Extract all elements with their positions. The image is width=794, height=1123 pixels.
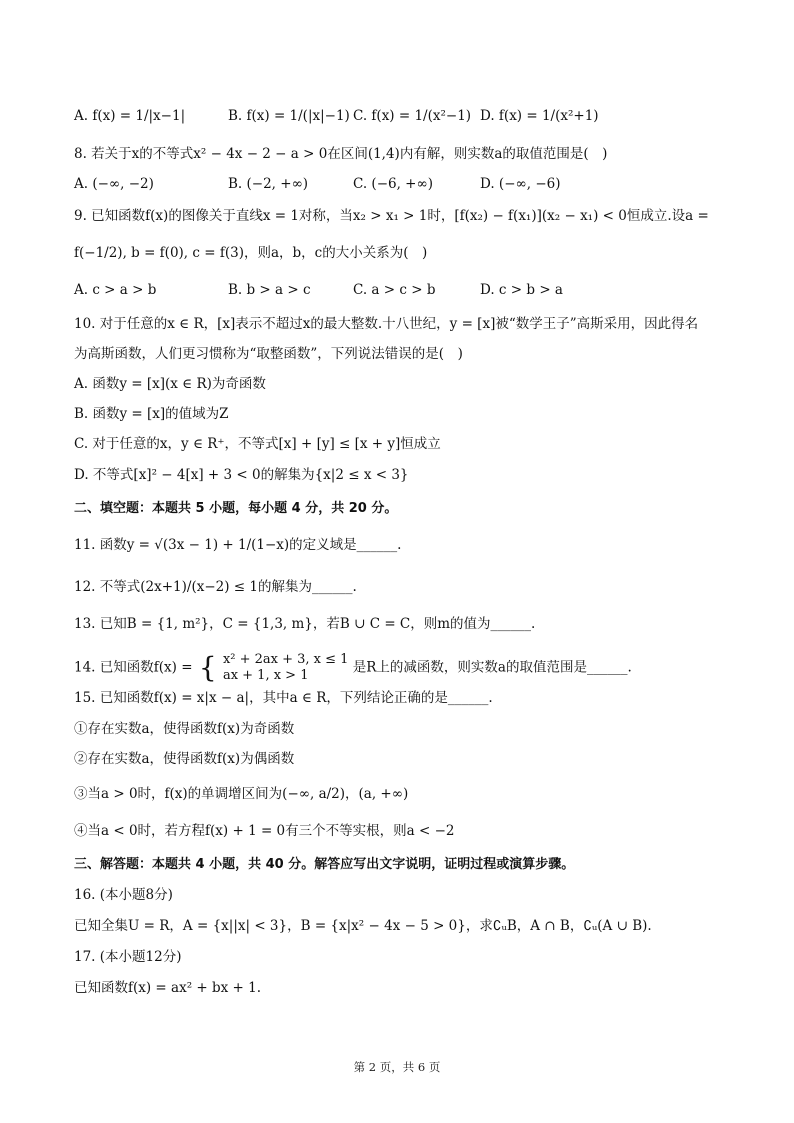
q8-stem: 8. 若关于x的不等式x² − 4x − 2 − a > 0在区间(1,4)内有解，则实数a的取值范围是( ) (74, 146, 608, 162)
q8-option-d: D. (−∞, −6) (480, 176, 561, 192)
q15-option-2: ②存在实数a，使得函数f(x)为偶函数 (74, 751, 295, 767)
q9-option-c: C. a > c > b (353, 282, 436, 298)
q10-option-b: B. 函数y = [x]的值域为Z (74, 406, 229, 422)
q10-option-d: D. 不等式[x]² − 4[x] + 3 < 0的解集为{x|2 ≤ x < 3} (74, 467, 409, 483)
q14-case-2: ax + 1, x > 1 (222, 668, 309, 683)
piecewise-brace: { (198, 651, 217, 684)
q16-body: 已知全集U = R，A = {x||x| < 3}，B = {x|x² − 4x − 5 > 0}，求∁ᵤB，A ∩ B，∁ᵤ(A ∪ B). (74, 918, 652, 934)
q9-option-a: A. c > a > b (74, 282, 157, 298)
q7-option-a: A. f(x) = 1/|x−1| (74, 108, 186, 124)
q16-header: 16. (本小题8分) (74, 887, 173, 903)
q12-stem: 12. 不等式(2x+1)/(x−2) ≤ 1的解集为______. (74, 579, 357, 595)
q14-prefix: 14. 已知函数f(x) = (74, 659, 193, 676)
q11-stem: 11. 函数y = √(3x − 1) + 1/(1−x)的定义域是______. (74, 537, 402, 553)
q8-option-b: B. (−2, +∞) (228, 176, 309, 192)
q9-option-d: D. c > b > a (480, 282, 563, 298)
q13-stem: 13. 已知B = {1, m²}，C = {1,3, m}，若B ∪ C = C，则m的值为______. (74, 616, 536, 632)
q14-suffix: 是R上的减函数，则实数a的取值范围是______. (352, 659, 632, 676)
q8-option-c: C. (−6, +∞) (353, 176, 434, 192)
q10-option-c: C. 对于任意的x，y ∈ R⁺，不等式[x] + [y] ≤ [x + y]恒成立 (74, 436, 441, 452)
q15-option-3: ③当a > 0时，f(x)的单调增区间为(−∞, a/2)，(a, +∞) (74, 786, 409, 802)
q10-stem-line1: 10. 对于任意的x ∈ R，[x]表示不超过x的最大整数.十八世纪，y = [x]被“数学王子”高斯采用，因此得名 (74, 316, 699, 332)
page-number-footer: 第 2 页，共 6 页 (353, 1060, 441, 1074)
q8-option-a: A. (−∞, −2) (74, 176, 154, 192)
q14-stem (74, 652, 632, 686)
q10-stem-line2: 为高斯函数，人们更习惯称为“取整函数”，下列说法错误的是( ) (74, 346, 463, 362)
q9-stem-line1: 9. 已知函数f(x)的图像关于直线x = 1对称，当x₂ > x₁ > 1时，[f(x₂) − f(x₁)](x₂ − x₁) < 0恒成立.设a = (74, 208, 709, 224)
q9-option-b: B. b > a > c (228, 282, 311, 298)
q7-option-b: B. f(x) = 1/(|x|−1) (228, 108, 350, 124)
q10-option-a: A. 函数y = [x](x ∈ R)为奇函数 (74, 376, 266, 392)
section-fill-in-heading: 二、填空题：本题共 5 小题，每小题 4 分，共 20 分。 (74, 501, 398, 516)
q15-option-4: ④当a < 0时，若方程f(x) + 1 = 0有三个不等实根，则a < −2 (74, 823, 455, 839)
section-solution-heading: 三、解答题：本题共 4 小题，共 40 分。解答应写出文字说明，证明过程或演算步骤。 (74, 857, 575, 872)
q7-option-d: D. f(x) = 1/(x²+1) (480, 108, 599, 124)
q17-header: 17. (本小题12分) (74, 949, 182, 965)
q14-case-1: x² + 2ax + 3, x ≤ 1 (222, 652, 349, 667)
q9-stem-line2: f(−1/2), b = f(0), c = f(3)，则a，b，c的大小关系为( ) (74, 245, 428, 261)
q7-option-c: C. f(x) = 1/(x²−1) (353, 108, 472, 124)
q17-body: 已知函数f(x) = ax² + bx + 1. (74, 980, 262, 996)
q15-option-1: ①存在实数a，使得函数f(x)为奇函数 (74, 721, 295, 737)
q15-stem: 15. 已知函数f(x) = x|x − a|，其中a ∈ R，下列结论正确的是______. (74, 690, 493, 706)
q14-cases (223, 652, 349, 684)
